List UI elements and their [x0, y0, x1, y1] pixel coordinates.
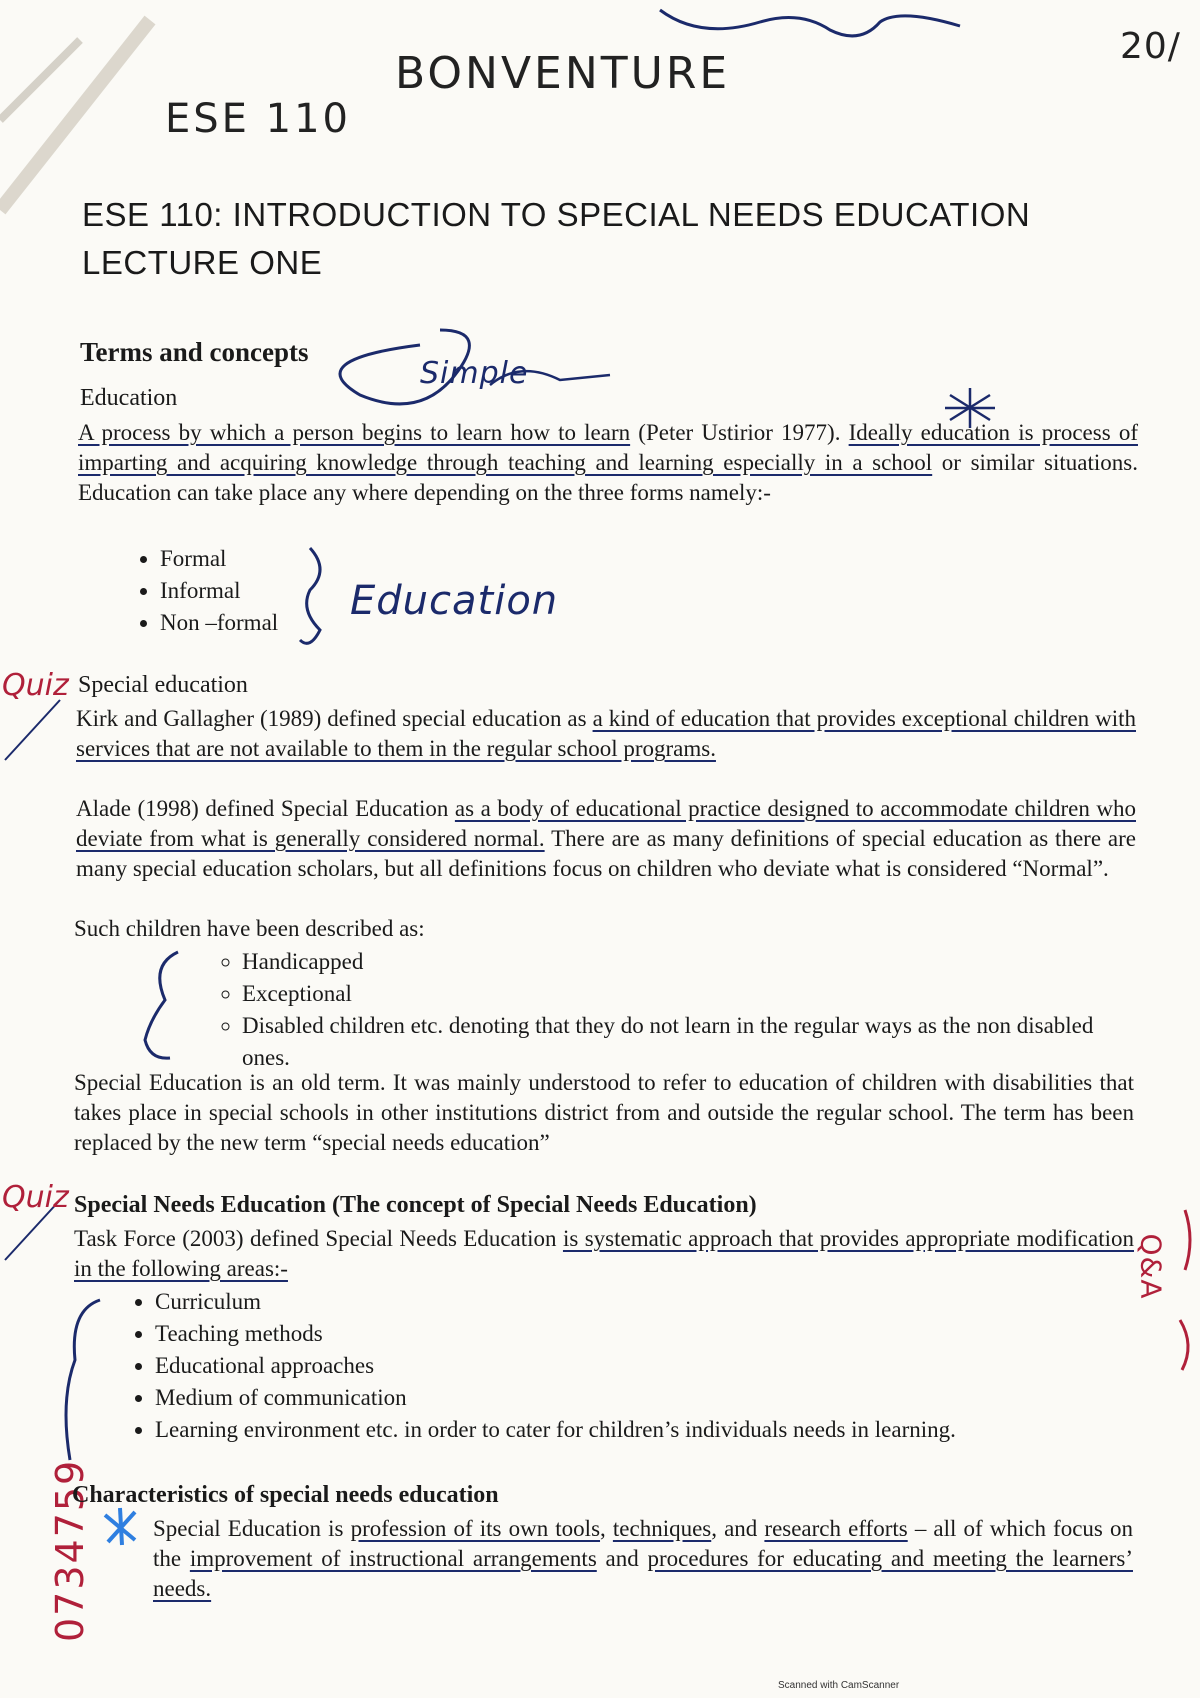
special-education-paragraph-2: Alade (1998) defined Special Education as a body of educational practice designed to accommodate children who deviate from what is generally considered normal. There are as many definitions of special education as there are many special education scholars, but all definitions focus on children who deviate what is considered “Normal”. — [76, 796, 1136, 881]
list-item: • Medium of communication — [155, 1382, 1155, 1414]
handwritten-name: BONVENTURE — [395, 48, 731, 99]
handwritten-education-note: Education — [350, 578, 559, 624]
sne-paragraph: Task Force (2003) defined Special Needs Education is systematic approach that provides appropriate modification in the following areas:- — [74, 1226, 1134, 1281]
list-item: ◦ Exceptional — [242, 978, 1132, 1010]
terms-heading: Terms and concepts — [80, 337, 309, 367]
scanner-watermark: Scanned with CamScanner — [778, 1680, 900, 1691]
margin-phone-number: 0734759 — [48, 1458, 92, 1642]
education-heading: Education — [80, 385, 178, 411]
sne-heading: Special Needs Education (The concept of Special Needs Education) — [74, 1192, 757, 1218]
education-forms-list — [160, 543, 278, 639]
list-item: ◦ Handicapped — [242, 946, 1132, 978]
lecture-title: LECTURE ONE — [82, 244, 323, 281]
list-item: • Formal — [160, 543, 278, 575]
described-list — [242, 946, 1132, 1074]
signature-scribble — [660, 10, 960, 36]
list-item: • Curriculum — [155, 1286, 1155, 1318]
quiz-margin-note-2: Quiz — [2, 1180, 69, 1215]
sne-areas-list — [155, 1286, 1155, 1446]
characteristics-heading: Characteristics of special needs education — [72, 1482, 499, 1508]
education-paragraph: A process by which a person begins to learn how to learn (Peter Ustirior 1977). Ideally education is process of imparting and acquiring knowledge through teaching and learning especially in a school or similar situations. Education can take place any where depending on the three forms namely:- — [78, 420, 1138, 505]
document-title: ESE 110: INTRODUCTION TO SPECIAL NEEDS EDUCATION — [82, 196, 1031, 233]
special-education-paragraph-1: Kirk and Gallagher (1989) defined special education as a kind of education that provides exceptional children with services that are not available to them in the regular school programs. — [76, 706, 1136, 761]
education-definition: A process by which a person begins to learn how to learn — [78, 420, 631, 445]
page-number: 20/ — [1120, 26, 1181, 67]
list-item: • Teaching methods — [155, 1318, 1155, 1350]
list-item: • Informal — [160, 575, 278, 607]
list-item: • Learning environment etc. in order to cater for children’s individuals needs in learning. — [155, 1414, 1155, 1446]
list-item: • Non –formal — [160, 607, 278, 639]
handwritten-simple-note: Simple — [420, 356, 529, 391]
handwritten-course: ESE 110 — [165, 96, 351, 142]
quiz-margin-note: Quiz — [2, 668, 69, 703]
education-ideal-definition: Ideally education is process of imparting and acquiring knowledge through teaching and learning especially in a school — [78, 420, 1138, 475]
right-margin-note: Q&A — [1134, 1233, 1168, 1300]
characteristics-item: Special Education is profession of its own tools, techniques, and research efforts – all of which focus on the improvement of instructional arrangements and procedures for educating and meeting the learners’ needs. — [153, 1516, 1133, 1601]
special-education-paragraph-4: Special Education is an old term. It was mainly understood to refer to education of children with disabilities that takes place in special schools in other institutions district from and outside the regular school. The term has been replaced by the new term “special needs education” — [74, 1070, 1134, 1155]
described-as-line: Such children have been described as: — [74, 916, 425, 941]
special-education-heading: Special education — [78, 672, 248, 698]
blue-star-bullet — [105, 1508, 135, 1545]
list-item: ◦ Disabled children etc. denoting that they do not learn in the regular ways as the non disabled ones. — [242, 1010, 1132, 1074]
list-item: • Educational approaches — [155, 1350, 1155, 1382]
